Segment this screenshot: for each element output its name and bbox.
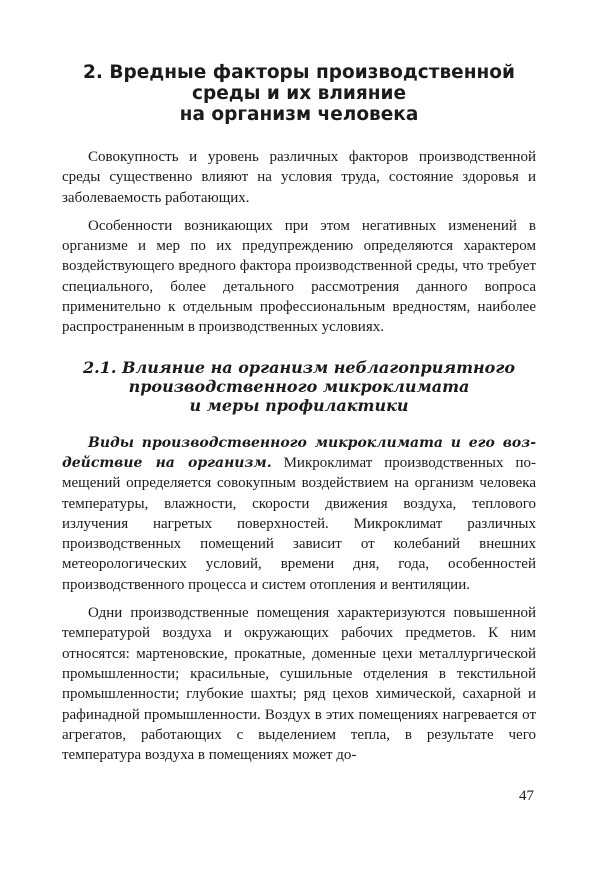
subsection-heading [62,358,536,415]
section-heading-line-3: на организм человека [179,104,419,125]
paragraph-2: Особенности возникающих при этом негативных изменений в организме и мер по их предупреждению определяются характером воздействующего вредного фактора производственной среды, что требует специального, более детального рассмотрения данного вопроса применительно к отдельным профессиональным вредностям, наиболее распространенным в производственных условиях. [62,217,536,336]
page-number: 47 [519,788,534,804]
subsection-heading-line-1: 2.1. Влияние на организм неблагоприятного [82,357,515,377]
paragraph-3-text: Микроклимат производственных помещений определяется совокупным воздействием на организм человека температуры, влажности, скорости движения воздуха, теплового излучения нагретых поверхностей. Микроклимат различных производственных помещений зависит от колебаний внешних метеорологических условий, времени дня, года, особенностей производственного процесса и систем отопления и вентиляции. [62,454,536,593]
section-heading-line-1: 2. Вредные факторы производственной [83,62,515,83]
subsection-heading-line-2: производственного микроклимата [128,376,470,396]
page-content [62,62,536,773]
paragraph-1: Совокупность и уровень различных факторов производственной среды существенно влияют на условия труда, состояние здоровья и заболеваемость работающих. [62,149,536,206]
section-heading-line-2: среды и их влияние [192,83,406,104]
paragraph-3 [62,433,536,595]
subsection-heading-line-3: и меры профилактики [189,395,409,415]
paragraph-4: Одни производственные помещения характеризуются повышенной температурой воздуха и окружающих рабочих предметов. К ним относятся: мартеновские, прокатные, доменные цехи металлургической промышленности; красильные, сушильные отделения в текстильной промышленности; глубокие шахты; ряд цехов химической, сахарной и рафинадной промышленности. Воздух в этих помещениях нагревается от агрегатов, работающих с выделением тепла, в результате чего температура воздуха в помещениях может до- [62,605,536,764]
runin-heading: Виды производственного микроклимата и его воздействие на организм. [62,434,536,471]
section-heading [62,62,536,125]
